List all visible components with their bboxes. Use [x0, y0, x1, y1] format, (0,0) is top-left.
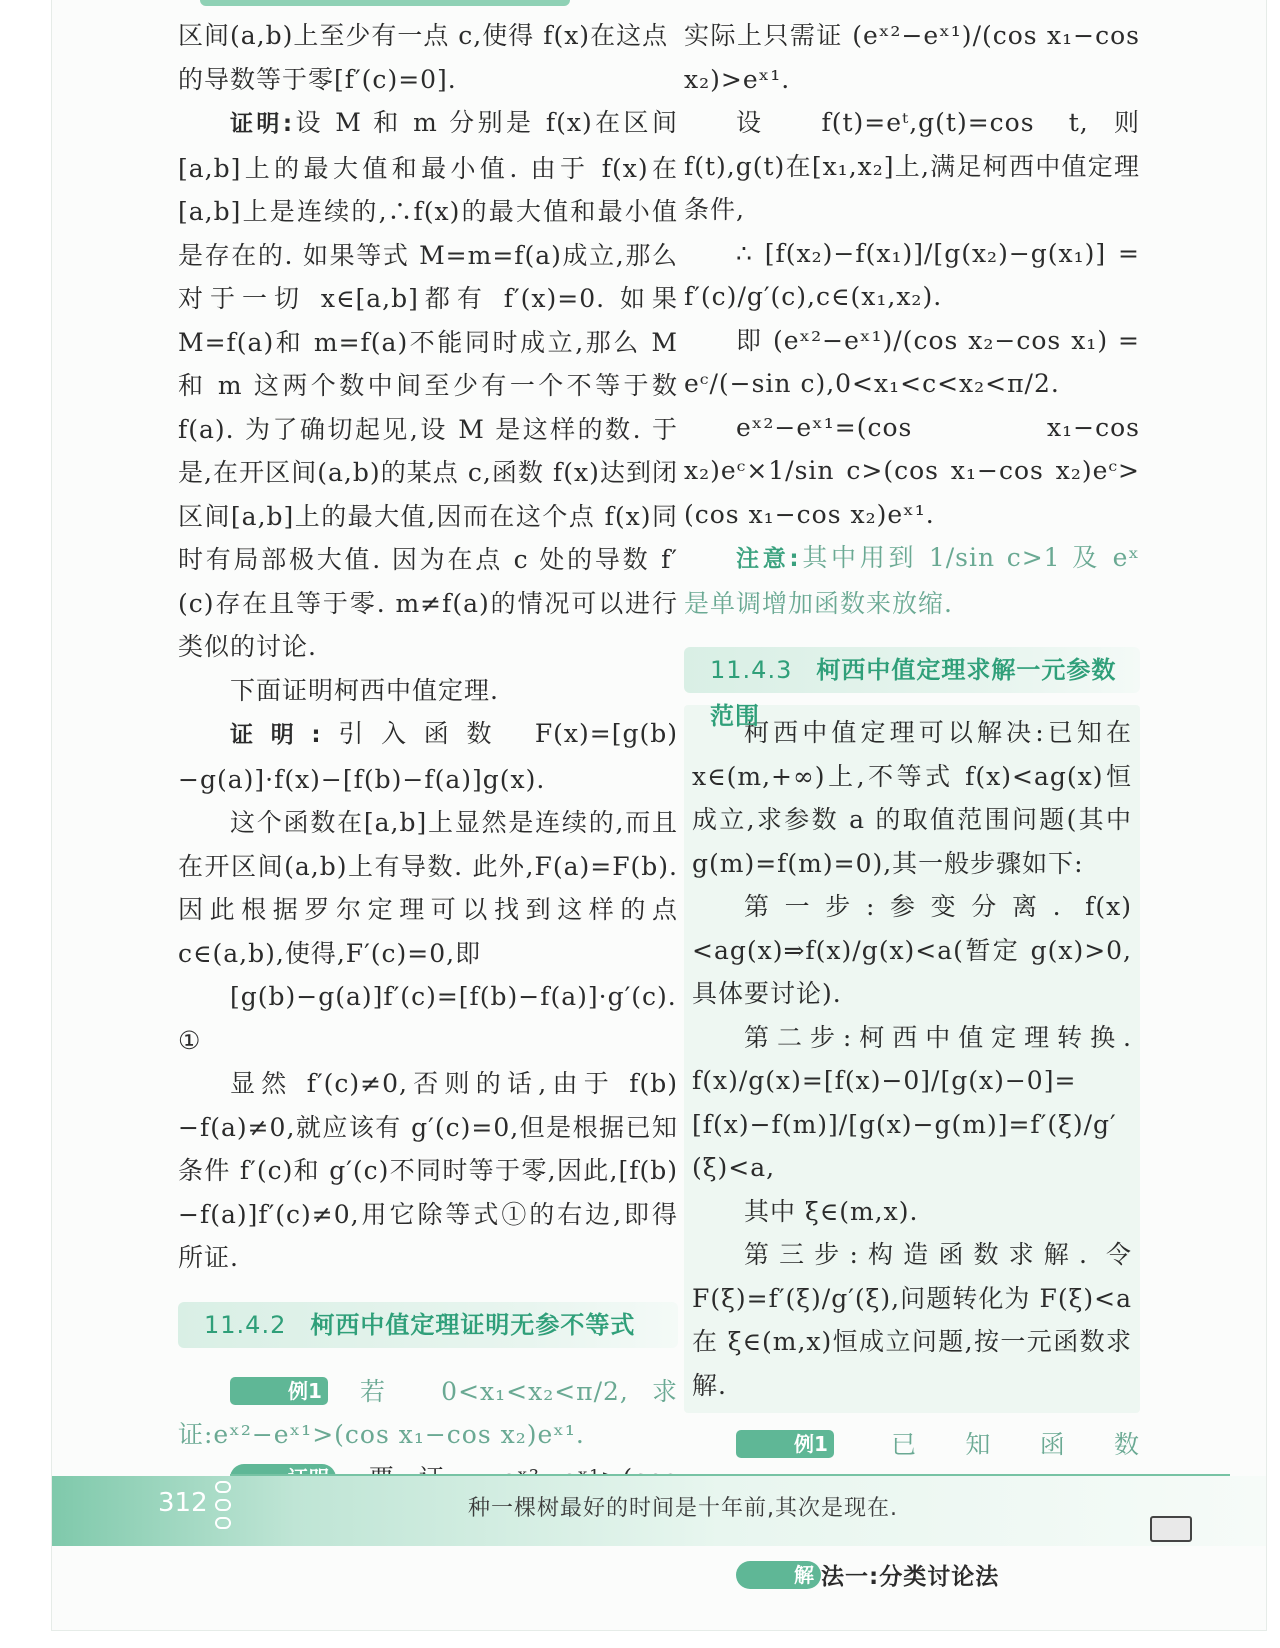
top-decor-strip: [200, 0, 570, 6]
left-line-2: 的导数等于零[f′(c)=0].: [178, 64, 457, 94]
left-column: [178, 14, 678, 1544]
proof-label: 证明:: [230, 111, 294, 137]
section-heading-11-4-3: [684, 647, 1140, 730]
right-setup: 设 f(t)=eᵗ,g(t)=cos t,则 f(t),g(t)在[x₁,x₂]上,满足柯西中值定理条件,: [684, 108, 1140, 224]
page-number: 312: [158, 1488, 208, 1518]
note-text: 其中用到 1/sin c>1 及 eˣ 是单调增加函数来放缩.: [684, 543, 1140, 618]
method-box: [684, 705, 1140, 1413]
binding-spiral-icon: [214, 1480, 232, 1540]
method-step-2b: 其中 ξ∈(m,x).: [744, 1196, 919, 1226]
proof-cauchy-body: 引入函数 F(x)=[g(b)−g(a)]·f(x)−[f(b)−f(a)]g(x).: [178, 719, 678, 794]
method-step-3: 第三步:构造函数求解. 令 F(ξ)=f′(ξ)/g′(ξ),问题转化为 F(ξ)<a 在 ξ∈(m,x)恒成立问题,按一元函数求解.: [692, 1240, 1132, 1400]
equation-1: [g(b)−g(a)]f′(c)=[f(b)−f(a)]·g′(c). ①: [178, 982, 677, 1055]
method-step-2: 第二步:柯西中值定理转换. f(x)/g(x)=[f(x)−0]/[g(x)−0]=[f(x)−f(m)]/[g(x)−g(m)]=f′(ξ)/g′(ξ)<a,: [692, 1022, 1132, 1182]
right-cauchy-eq: ∴ [f(x₂)−f(x₁)]/[g(x₂)−g(x₁)] = f′(c)/g′(c),c∈(x₁,x₂).: [684, 238, 1140, 311]
paragraph-continuity: 这个函数在[a,b]上显然是连续的,而且在开区间(a,b)上有导数. 此外,F(a)=F(b). 因此根据罗尔定理可以找到这样的点 c∈(a,b),使得,F′(c)=0,即: [178, 808, 678, 968]
section-title: 柯西中值定理证明无参不等式: [310, 1310, 636, 1339]
left-line-1: 区间(a,b)上至少有一点 c,使得 f(x)在这点: [178, 21, 669, 50]
method-intro: 柯西中值定理可以解决:已知在 x∈(m,+∞)上,不等式 f(x)<ag(x)恒成立,求参数 a 的取值范围问题(其中 g(m)=f(m)=0),其一般步骤如下:: [692, 718, 1132, 878]
footer-rule: [230, 1474, 1230, 1476]
note-label: 注意:: [736, 546, 800, 572]
example-2-text: 已知函数: [891, 1430, 1140, 1459]
example-badge: 例1: [230, 1377, 328, 1405]
paragraph-conclusion: 显然 f′(c)≠0,否则的话,由于 f(b)−f(a)≠0,就应该有 g′(c)=0,但是根据已知条件 f′(c)和 g′(c)不同时等于零,因此,[f(b)−f(a)]f′(c)≠0,用它除等式①的右边,即得所证.: [178, 1069, 678, 1272]
proof-rolle-body: 设 M 和 m 分别是 f(x)在区间[a,b]上的最大值和最小值. 由于 f(x)在[a,b]上是连续的,∴f(x)的最大值和最小值是存在的. 如果等式 M=m=f(a)成立,那么对于一切 x∈[a,b]都有 f′(x)=0. 如果 M=f(a)和 m=f(a)不能同时成立,那么 M 和 m 这两个数中间至少有一个不等于数 f(a). 为了确切起见,设 M 是这样的数. 于是,在开区间(a,b)的某点 c,函数 f(x)达到闭区间[a,b]上的最大值,因而在这个点 f(x)同时有局部极大值. 因为在点 c 处的导数 f′(c)存在且等于零. m≠f(a)的情况可以进行类似的讨论.: [178, 108, 678, 661]
example-1: [178, 1370, 678, 1457]
note: [684, 536, 1140, 625]
right-substitution: 即 (eˣ²−eˣ¹)/(cos x₂−cos x₁) = eᶜ/(−sin c),0<x₁<c<x₂<π/2.: [684, 325, 1140, 398]
example-badge: 例1: [736, 1430, 834, 1458]
right-column: [684, 14, 1140, 1599]
method-step-1: 第一步:参变分离. f(x)<ag(x)⇒f(x)/g(x)<a(暂定 g(x)>0,具体要讨论).: [692, 892, 1132, 1008]
section-title: 柯西中值定理求解一元参数范围: [710, 656, 1117, 730]
solution-text: 法一:分类讨论法: [821, 1563, 1000, 1590]
next-statement: 下面证明柯西中值定理.: [230, 675, 499, 705]
section-number: 11.4.3: [710, 656, 793, 684]
solution-badge: 解: [736, 1561, 821, 1589]
footer-motto: 种一棵树最好的时间是十年前,其次是现在.: [468, 1496, 898, 1521]
section-heading-11-4-2: [178, 1302, 678, 1348]
proof-label: 证明:: [230, 722, 322, 748]
right-line-1: 实际上只需证 (eˣ²−eˣ¹)/(cos x₁−cos x₂)>eˣ¹.: [684, 21, 1140, 94]
section-number: 11.4.2: [204, 1310, 287, 1339]
proof-rolle: [178, 101, 678, 669]
proof-cauchy: [178, 712, 678, 801]
right-inequality: eˣ²−eˣ¹=(cos x₁−cos x₂)eᶜ×1/sin c>(cos x₁−cos x₂)eᶜ>(cos x₁−cos x₂)eˣ¹.: [684, 412, 1140, 529]
solution: [684, 1554, 1140, 1600]
scroll-handle[interactable]: [1150, 1516, 1192, 1542]
example-1-text: 若 0<x₁<x₂<π/2,求证:eˣ²−eˣ¹>(cos x₁−cos x₂)eˣ¹.: [178, 1376, 678, 1449]
